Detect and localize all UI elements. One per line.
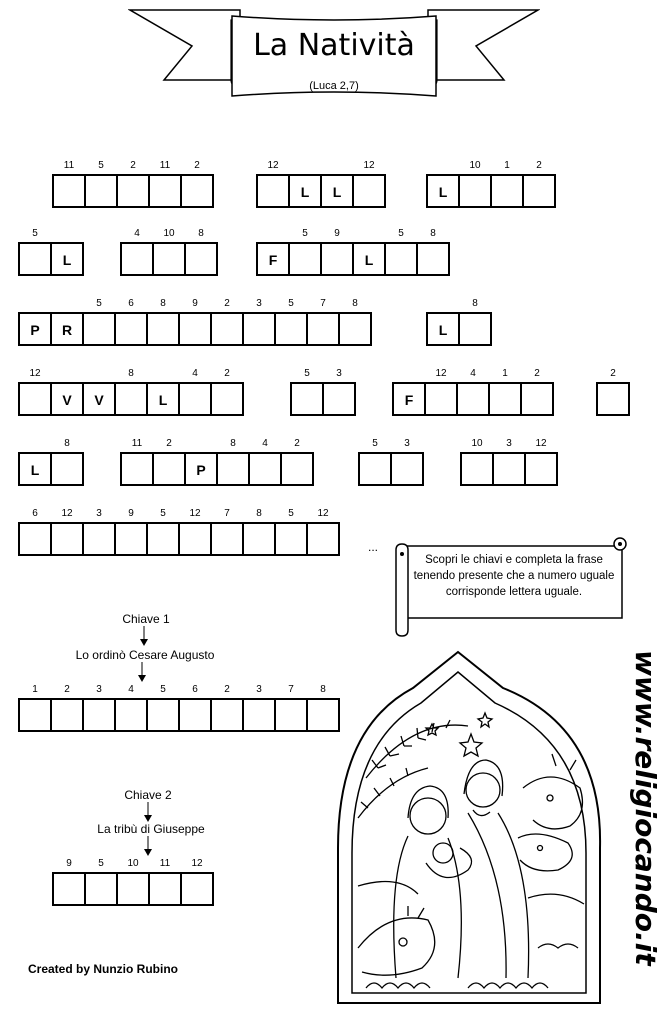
arrow-down-icon [140, 802, 156, 824]
letter-box[interactable] [460, 438, 494, 486]
key1-label: Chiave 1 [122, 612, 170, 626]
box-number: 4 [128, 684, 134, 695]
box-number: 5 [96, 298, 102, 309]
box-number: 5 [288, 298, 294, 309]
page-subtitle: (Luca 2,7) [309, 80, 359, 92]
letter-box[interactable] [306, 298, 340, 346]
letter-box[interactable] [352, 242, 386, 276]
word-box-group [18, 228, 84, 276]
box-number: 2 [64, 684, 70, 695]
letter-box[interactable] [488, 368, 522, 416]
box-number: 8 [256, 508, 262, 519]
box-number: 2 [224, 368, 230, 379]
letter-box[interactable] [320, 174, 354, 208]
letter-box[interactable] [210, 298, 244, 346]
box-number: 6 [192, 684, 198, 695]
box-number: 8 [230, 438, 236, 449]
box-number: 12 [61, 508, 73, 519]
box-letter: L [438, 322, 448, 338]
box-number: 1 [504, 160, 510, 171]
letter-box[interactable] [596, 368, 630, 416]
credit-text: Created by Nunzio Rubino [28, 962, 178, 976]
box-number: 2 [130, 160, 136, 171]
letter-box[interactable] [426, 312, 460, 346]
letter-box[interactable] [50, 312, 84, 346]
letter-box[interactable] [274, 298, 308, 346]
box-number: 9 [66, 858, 72, 869]
box-number: 11 [159, 160, 171, 171]
word-box-group [120, 438, 314, 486]
letter-box[interactable] [288, 228, 322, 276]
word-box-group [426, 298, 492, 346]
box-number: 8 [160, 298, 166, 309]
letter-box[interactable] [178, 508, 212, 556]
letter-box[interactable] [114, 684, 148, 732]
word-box-group [18, 438, 84, 486]
box-number: 8 [128, 368, 134, 379]
box-number: 8 [198, 228, 204, 239]
box-number: 3 [256, 684, 262, 695]
box-letter: V [62, 392, 72, 408]
letter-box[interactable] [114, 368, 148, 416]
arrow-down-icon [140, 836, 156, 858]
letter-box[interactable] [146, 298, 180, 346]
word-box-group [256, 160, 386, 208]
letter-box[interactable] [148, 160, 182, 208]
word-box-group [256, 228, 450, 276]
box-number: 12 [29, 368, 41, 379]
nativity-illustration [318, 648, 618, 1008]
box-number: 9 [128, 508, 134, 519]
box-number: 10 [471, 438, 483, 449]
letter-box[interactable] [274, 508, 308, 556]
letter-box[interactable] [180, 160, 214, 208]
letter-box[interactable] [184, 452, 218, 486]
box-number: 8 [352, 298, 358, 309]
box-number: 7 [224, 508, 230, 519]
box-number: 12 [267, 160, 279, 171]
key2-box-group [52, 858, 214, 906]
letter-box[interactable] [18, 508, 52, 556]
box-number: 8 [64, 438, 70, 449]
box-number: 10 [163, 228, 175, 239]
letter-box[interactable] [82, 382, 116, 416]
letter-box[interactable] [18, 228, 52, 276]
word-box-group [18, 508, 340, 556]
box-number: 1 [32, 684, 38, 695]
letter-box[interactable] [242, 508, 276, 556]
letter-box[interactable] [50, 508, 84, 556]
box-number: 5 [372, 438, 378, 449]
letter-box[interactable] [288, 174, 322, 208]
letter-box[interactable] [146, 684, 180, 732]
letter-box[interactable] [18, 312, 52, 346]
word-box-group [18, 368, 244, 416]
box-number: 12 [363, 160, 375, 171]
box-number: 2 [294, 438, 300, 449]
box-number: 12 [535, 438, 547, 449]
letter-box[interactable] [18, 684, 52, 732]
letter-box[interactable] [178, 368, 212, 416]
box-number: 2 [194, 160, 200, 171]
letter-box[interactable] [322, 368, 356, 416]
letter-box[interactable] [242, 298, 276, 346]
letter-box[interactable] [120, 438, 154, 486]
box-number: 11 [159, 858, 171, 869]
key2-label: Chiave 2 [124, 788, 172, 802]
box-number: 4 [470, 368, 476, 379]
box-number: 2 [536, 160, 542, 171]
box-letter: L [62, 252, 72, 268]
box-number: 8 [472, 298, 478, 309]
letter-box[interactable] [384, 228, 418, 276]
box-letter: L [30, 462, 40, 478]
word-box-group [18, 298, 372, 346]
box-number: 10 [469, 160, 481, 171]
letter-box[interactable] [524, 438, 558, 486]
box-number: 8 [320, 684, 326, 695]
letter-box[interactable] [18, 452, 52, 486]
letter-box[interactable] [116, 160, 150, 208]
ellipsis: ... [368, 540, 379, 554]
page-title: La Natività [253, 28, 415, 63]
box-number: 6 [32, 508, 38, 519]
box-letter: L [158, 392, 168, 408]
letter-box[interactable] [392, 382, 426, 416]
box-letter: L [332, 184, 342, 200]
letter-box[interactable] [216, 438, 250, 486]
box-number: 3 [256, 298, 262, 309]
letter-box[interactable] [146, 382, 180, 416]
letter-box[interactable] [114, 298, 148, 346]
website-watermark: www.religiocando.it [629, 650, 662, 966]
letter-box[interactable] [84, 160, 118, 208]
box-number: 2 [610, 368, 616, 379]
letter-box[interactable] [520, 368, 554, 416]
letter-box[interactable] [178, 298, 212, 346]
letter-box[interactable] [184, 228, 218, 276]
letter-box[interactable] [358, 438, 392, 486]
letter-box[interactable] [84, 858, 118, 906]
key1-box-group [18, 684, 340, 732]
letter-box[interactable] [490, 160, 524, 208]
letter-box[interactable] [82, 684, 116, 732]
box-number: 5 [98, 858, 104, 869]
box-number: 5 [160, 508, 166, 519]
letter-box[interactable] [116, 858, 150, 906]
letter-box[interactable] [352, 160, 386, 208]
letter-box[interactable] [82, 298, 116, 346]
box-number: 7 [288, 684, 294, 695]
letter-box[interactable] [50, 438, 84, 486]
key2-clue: La tribù di Giuseppe [97, 822, 205, 836]
letter-box[interactable] [18, 368, 52, 416]
word-box-group [290, 368, 356, 416]
letter-box[interactable] [82, 508, 116, 556]
letter-box[interactable] [256, 242, 290, 276]
letter-box[interactable] [148, 858, 182, 906]
box-number: 5 [304, 368, 310, 379]
box-number: 11 [63, 160, 75, 171]
letter-box[interactable] [522, 160, 556, 208]
letter-box[interactable] [178, 684, 212, 732]
box-letter: L [364, 252, 374, 268]
word-box-group [596, 368, 630, 416]
letter-box[interactable] [320, 228, 354, 276]
letter-box[interactable] [256, 160, 290, 208]
letter-box[interactable] [458, 160, 492, 208]
word-box-group [392, 368, 554, 416]
box-number: 7 [320, 298, 326, 309]
box-number: 9 [192, 298, 198, 309]
letter-box[interactable] [242, 684, 276, 732]
letter-box[interactable] [50, 242, 84, 276]
word-box-group [460, 438, 558, 486]
box-number: 1 [502, 368, 508, 379]
letter-box[interactable] [152, 228, 186, 276]
letter-box[interactable] [274, 684, 308, 732]
box-number: 11 [131, 438, 143, 449]
box-letter: L [300, 184, 310, 200]
box-letter: F [404, 392, 414, 408]
letter-box[interactable] [210, 508, 244, 556]
letter-box[interactable] [424, 368, 458, 416]
letter-box[interactable] [390, 438, 424, 486]
key1-clue: Lo ordinò Cesare Augusto [75, 648, 215, 662]
word-box-group [52, 160, 214, 208]
letter-box[interactable] [492, 438, 526, 486]
word-box-group [120, 228, 218, 276]
box-number: 4 [262, 438, 268, 449]
box-number: 2 [224, 298, 230, 309]
letter-box[interactable] [210, 684, 244, 732]
box-number: 5 [32, 228, 38, 239]
letter-box[interactable] [248, 438, 282, 486]
instructions-text: Scopri le chiavi e completa la frase tenendo presente che a numero uguale corrisponde lettera uguale. [413, 554, 615, 598]
letter-box[interactable] [456, 368, 490, 416]
arrow-down-icon [136, 626, 152, 648]
box-letter: L [438, 184, 448, 200]
box-number: 3 [506, 438, 512, 449]
letter-box[interactable] [416, 228, 450, 276]
box-number: 4 [192, 368, 198, 379]
box-number: 5 [398, 228, 404, 239]
box-number: 12 [435, 368, 447, 379]
letter-box[interactable] [290, 368, 324, 416]
box-number: 2 [534, 368, 540, 379]
word-box-group [358, 438, 424, 486]
box-number: 3 [96, 684, 102, 695]
letter-box[interactable] [50, 684, 84, 732]
box-number: 4 [134, 228, 140, 239]
box-letter: P [196, 462, 206, 478]
box-number: 3 [96, 508, 102, 519]
box-number: 10 [127, 858, 139, 869]
box-number: 2 [166, 438, 172, 449]
arrow-down-icon [134, 662, 150, 684]
box-number: 12 [191, 858, 203, 869]
box-letter: V [94, 392, 104, 408]
letter-box[interactable] [50, 382, 84, 416]
box-number: 6 [128, 298, 134, 309]
letter-box[interactable] [146, 508, 180, 556]
letter-box[interactable] [52, 858, 86, 906]
letter-box[interactable] [120, 228, 154, 276]
box-number: 3 [336, 368, 342, 379]
box-number: 12 [317, 508, 329, 519]
box-number: 3 [404, 438, 410, 449]
box-number: 9 [334, 228, 340, 239]
box-letter: P [30, 322, 40, 338]
box-number: 5 [98, 160, 104, 171]
word-box-group [426, 160, 556, 208]
letter-box[interactable] [114, 508, 148, 556]
letter-box[interactable] [280, 438, 314, 486]
letter-box[interactable] [426, 174, 460, 208]
letter-box[interactable] [210, 368, 244, 416]
box-number: 5 [288, 508, 294, 519]
box-number: 12 [189, 508, 201, 519]
box-letter: R [61, 322, 73, 338]
letter-box[interactable] [152, 438, 186, 486]
box-letter: F [268, 252, 278, 268]
letter-box[interactable] [52, 160, 86, 208]
box-number: 2 [224, 684, 230, 695]
box-number: 5 [160, 684, 166, 695]
box-number: 8 [430, 228, 436, 239]
letter-box[interactable] [306, 508, 340, 556]
letter-box[interactable] [338, 298, 372, 346]
letter-box[interactable] [458, 298, 492, 346]
box-number: 5 [302, 228, 308, 239]
letter-box[interactable] [180, 858, 214, 906]
